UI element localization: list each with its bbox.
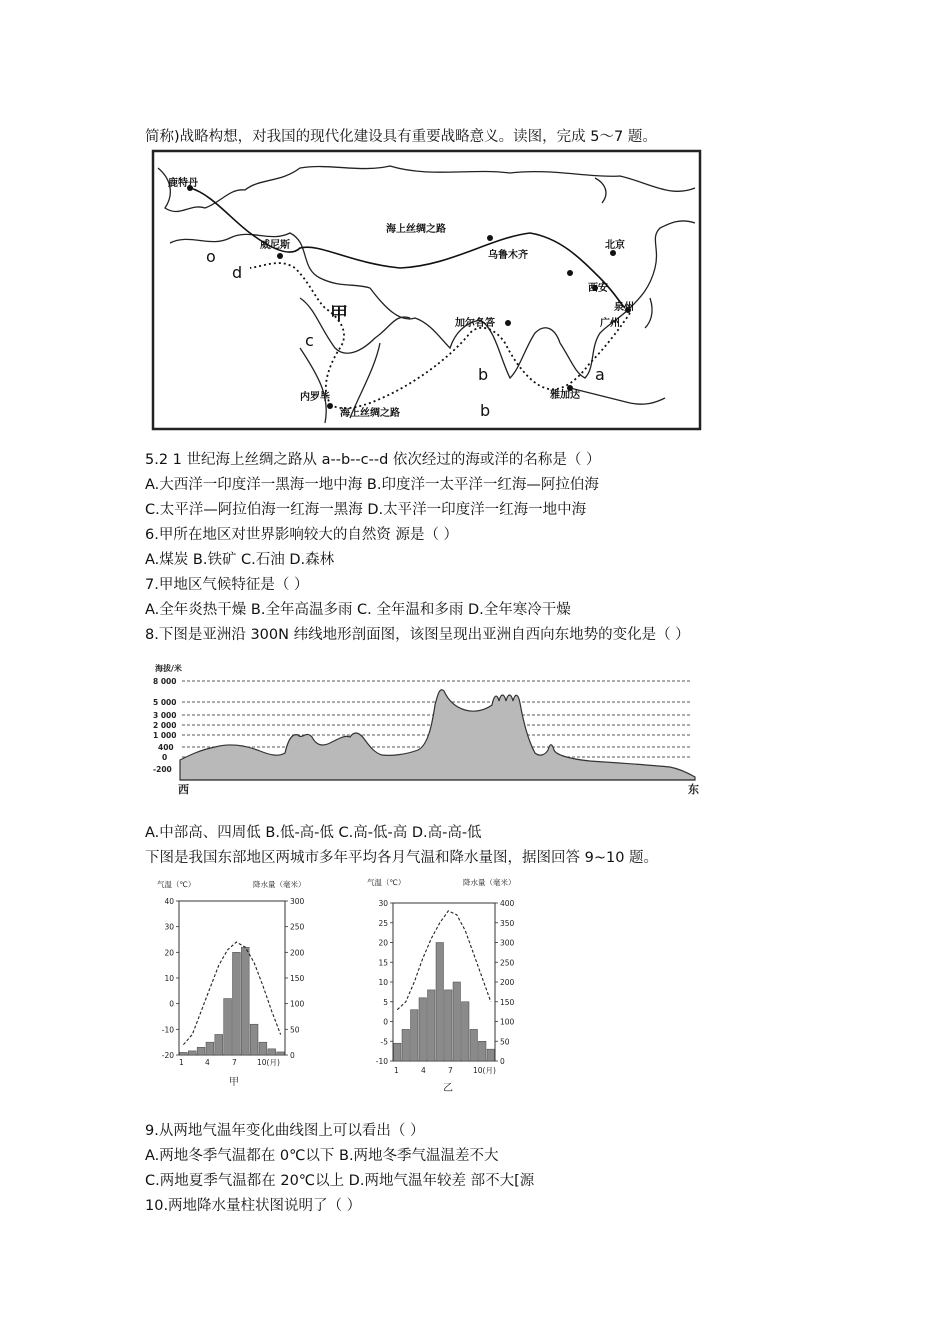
question-7-options: A.全年炎热干燥 B.全年高温多雨 C. 全年温和多雨 D.全年寒冷干燥 <box>145 602 571 618</box>
precip-tick-label: 250 <box>290 922 305 932</box>
temp-tick-label: 30 <box>164 922 174 932</box>
letter-a: a <box>595 365 605 384</box>
label-kolkata: 加尔各答 <box>455 318 495 329</box>
letter-o: o <box>206 247 216 266</box>
precip-bar <box>241 947 249 1055</box>
letter-c: c <box>305 331 314 350</box>
precip-bar <box>479 1041 487 1061</box>
question-6-options: A.煤炭 B.铁矿 C.石油 D.森林 <box>145 552 335 568</box>
question-8: 8.下图是亚洲沿 300N 纬线地形剖面图，该图呈现出亚洲自西向东地势的变化是（ ） <box>145 627 690 643</box>
label-quanzhou: 泉州 <box>614 302 634 313</box>
precip-tick-label: 50 <box>290 1025 300 1035</box>
question-9: 9.从两地气温年变化曲线图上可以看出（ ） <box>145 1123 425 1139</box>
precip-tick-label: 150 <box>500 997 515 1007</box>
precip-tick-label: 200 <box>500 978 515 987</box>
question-5-options-cd: C.太平洋—阿拉伯海一红海一黑海 D.太平洋一印度洋一红海一地中海 <box>145 502 587 518</box>
letter-b-1: b <box>478 365 489 384</box>
profile-ytick-2000: 2 000 <box>153 721 177 730</box>
label-venice: 威尼斯 <box>260 240 290 251</box>
left-chart-name: 甲 <box>229 1077 239 1088</box>
question-8-options: A.中部高、四周低 B.低-高-低 C.高-低-高 D.高-高-低 <box>145 825 482 841</box>
label-jakarta: 雅加达 <box>550 390 580 401</box>
left-month-tick-1: 1 <box>179 1058 184 1067</box>
temp-tick-label: 30 <box>378 899 388 908</box>
precip-bar <box>470 1029 478 1061</box>
profile-ytick-8000: 8 000 <box>153 677 177 686</box>
text-line-intro-9-10: 下图是我国东部地区两城市多年平均各月气温和降水量图，据图回答 9~10 题。 <box>145 850 659 866</box>
label-land-route: 海上丝绸之路 <box>386 224 446 235</box>
temp-tick-label: 20 <box>164 948 174 958</box>
precip-tick-label: 350 <box>500 918 515 928</box>
precip-bar <box>428 990 436 1061</box>
precip-bar <box>277 1052 285 1055</box>
right-month-tick-7: 7 <box>448 1066 453 1075</box>
letter-b-2: b <box>480 401 491 420</box>
right-chart-name: 乙 <box>443 1083 453 1094</box>
label-jia: 甲 <box>330 304 348 325</box>
temp-tick-label: 40 <box>164 897 174 906</box>
profile-ytick-0: 0 <box>162 753 168 762</box>
left-precip-label: 降水量（毫米） <box>253 880 306 889</box>
precip-tick-label: 300 <box>290 897 305 906</box>
profile-ytick-minus200: -200 <box>153 765 172 774</box>
climate-charts <box>145 873 540 1098</box>
profile-ytick-1000: 1 000 <box>153 731 177 740</box>
precip-tick-label: 200 <box>290 948 305 958</box>
label-urumqi: 乌鲁木齐 <box>488 250 528 261</box>
precip-bar <box>215 1034 223 1055</box>
letter-d: d <box>232 263 243 282</box>
question-9-options-ab: A.两地冬季气温都在 0℃以下 B.两地冬季气温温差不大 <box>145 1148 499 1164</box>
question-5: 5.2 1 世纪海上丝绸之路从 a--b--c--d 依次经过的海或洋的名称是（ ） <box>145 452 601 468</box>
temperature-curve <box>183 942 280 1045</box>
question-5-options-ab: A.大西洋一印度洋一黑海一地中海 B.印度洋一太平洋一红海—阿拉伯海 <box>145 477 599 493</box>
question-7: 7.甲地区气候特征是（ ） <box>145 577 309 593</box>
text-line-intro: 简称)战略构想，对我国的现代化建设具有重要战略意义。读图，完成 5～7 题。 <box>145 129 657 145</box>
label-sea-route: 海上丝绸之路 <box>340 408 400 419</box>
precip-bar <box>180 1052 188 1055</box>
right-month-tick-4: 4 <box>421 1066 426 1075</box>
label-xian: 西安 <box>588 283 608 294</box>
left-month-tick-7: 7 <box>232 1058 237 1067</box>
temp-tick-label: -5 <box>380 1037 388 1047</box>
label-guangzhou: 广州 <box>600 318 620 329</box>
profile-east: 东 <box>688 783 699 796</box>
precip-bar <box>224 999 232 1055</box>
left-month-tick-10: 10(月) <box>257 1058 280 1067</box>
precip-tick-label: 100 <box>500 1017 515 1027</box>
precip-bar <box>462 1002 470 1061</box>
left-temp-label: 气温（℃） <box>157 880 196 889</box>
precip-bar <box>188 1051 196 1055</box>
terrain-profile <box>150 655 705 800</box>
temp-tick-label: 15 <box>378 958 388 968</box>
precip-tick-label: 250 <box>500 958 515 968</box>
profile-ylabel: 海拔/米 <box>155 664 182 673</box>
precip-tick-label: 50 <box>500 1037 510 1047</box>
question-10: 10.两地降水量柱状图说明了（ ） <box>145 1198 362 1214</box>
temp-tick-label: 0 <box>383 1017 388 1027</box>
temp-tick-label: -10 <box>375 1057 388 1066</box>
precip-bar <box>453 982 461 1061</box>
precip-bar <box>402 1029 410 1061</box>
label-rotterdam: 鹿特丹 <box>168 178 198 189</box>
right-month-tick-10: 10(月) <box>473 1066 496 1075</box>
profile-ytick-3000: 3 000 <box>153 711 177 720</box>
right-temp-label: 气温（℃） <box>367 878 406 887</box>
right-precip-label: 降水量（毫米） <box>463 878 516 887</box>
temp-tick-label: -20 <box>161 1051 174 1060</box>
precip-tick-label: 400 <box>500 899 515 908</box>
temperature-curve <box>397 911 491 1010</box>
question-6: 6.甲所在地区对世界影响较大的自然资 源是（ ） <box>145 527 459 543</box>
precip-bar <box>411 1010 419 1061</box>
label-nairobi: 内罗毕 <box>300 392 330 403</box>
precip-tick-label: 0 <box>290 1051 295 1060</box>
temp-tick-label: -10 <box>161 1025 174 1035</box>
temp-tick-label: 5 <box>383 997 388 1007</box>
precip-bar <box>394 1043 402 1061</box>
temp-tick-label: 20 <box>378 938 388 948</box>
label-beijing: 北京 <box>605 240 625 251</box>
precip-bar <box>445 990 453 1061</box>
precip-bar <box>250 1024 258 1055</box>
profile-west: 西 <box>178 783 189 796</box>
right-month-tick-1: 1 <box>394 1066 399 1075</box>
chart-frame-甲 <box>179 901 285 1055</box>
precip-bar <box>419 998 427 1061</box>
precip-bar <box>436 943 444 1062</box>
profile-ytick-5000: 5 000 <box>153 698 177 707</box>
precip-tick-label: 150 <box>290 974 305 983</box>
left-month-tick-4: 4 <box>205 1058 210 1067</box>
precip-bar <box>268 1049 276 1055</box>
precip-bar <box>206 1042 214 1055</box>
temp-tick-label: 25 <box>378 918 388 928</box>
precip-tick-label: 0 <box>500 1057 505 1066</box>
temp-tick-label: 0 <box>169 999 174 1009</box>
temp-tick-label: 10 <box>164 974 174 983</box>
profile-ytick-400: 400 <box>158 743 174 752</box>
precip-tick-label: 100 <box>290 999 305 1009</box>
precip-bar <box>259 1042 267 1055</box>
question-9-options-cd: C.两地夏季气温都在 20℃以上 D.两地气温年较差 部不大[源 <box>145 1173 535 1189</box>
precip-bar <box>233 952 241 1055</box>
precip-tick-label: 300 <box>500 938 515 948</box>
precip-bar <box>197 1047 205 1055</box>
silk-road-map <box>150 148 712 438</box>
temp-tick-label: 10 <box>378 978 388 987</box>
precip-bar <box>487 1049 495 1061</box>
